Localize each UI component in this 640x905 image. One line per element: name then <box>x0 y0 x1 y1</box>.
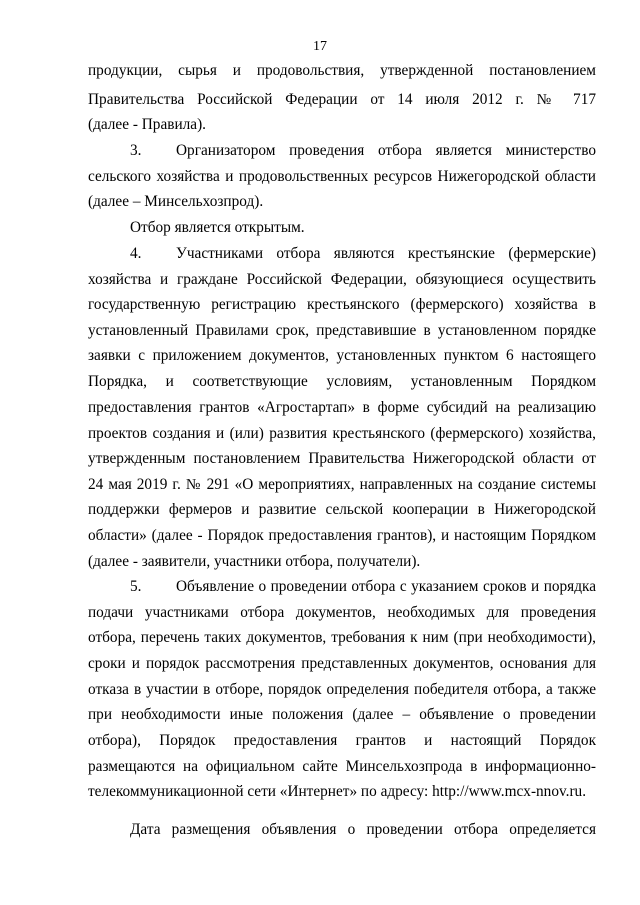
item-number: 4. <box>130 245 142 262</box>
text-line: хозяйства и граждане Российской Федерации, обязующиеся осуществить <box>88 271 596 288</box>
page-number: 17 <box>313 39 327 54</box>
text-line: отказа в участии в отборе, порядок определения победителя отбора, а также <box>88 681 596 698</box>
text-line: (далее - Правила). <box>88 116 206 133</box>
item-number: 5. <box>130 578 142 595</box>
text-line: продукции, сырья и продовольствия, утвержденной постановлением <box>88 62 596 79</box>
text-line: Порядка, и соответствующие условиям, установленным Порядком <box>88 373 596 390</box>
text-line: области» (далее - Порядок предоставления грантов), и настоящим Порядком <box>88 527 596 544</box>
text-line: сельского хозяйства и продовольственных ресурсов Нижегородской области <box>88 168 596 185</box>
text-line: утвержденным постановлением Правительства Нижегородской области от <box>88 450 596 467</box>
text-line: сроки и порядок рассмотрения представленных документов, основания для <box>88 655 596 672</box>
text-line: Объявление о проведении отбора с указанием сроков и порядка <box>176 578 596 595</box>
text-line: Участниками отбора являются крестьянские (фермерские) <box>176 245 596 262</box>
paragraph-item-3 <box>88 138 596 164</box>
text-line: Организатором проведения отбора является министерство <box>176 142 596 159</box>
text-line: Правительства Российской Федерации от 14 июля 2012 г. № 717 <box>88 91 596 108</box>
text-line: 24 мая 2019 г. № 291 «О мероприятиях, направленных на создание системы <box>88 476 596 493</box>
text-line: (далее - заявители, участники отбора, получатели). <box>88 553 421 570</box>
text-line: при необходимости иные положения (далее – объявление о проведении <box>88 706 596 723</box>
paragraph-item-5 <box>88 574 596 600</box>
text-line: (далее – Минсельхозпрод). <box>88 193 264 210</box>
text-line: Дата размещения объявления о проведении отбора определяется <box>130 821 596 838</box>
paragraph-item-4 <box>88 241 596 267</box>
item-number: 3. <box>130 142 142 159</box>
text-line: установленный Правилами срок, представившие в установленном порядке <box>88 322 596 339</box>
text-line: отбора), Порядок предоставления грантов и настоящий Порядок <box>88 732 596 749</box>
text-line: предоставления грантов «Агростартап» в форме субсидий на реализацию <box>88 399 596 416</box>
text-line: поддержки фермеров и развитие сельской кооперации в Нижегородской <box>88 501 596 518</box>
text-line: размещаются на официальном сайте Минсельхозпрода в информационно- <box>88 758 596 775</box>
text-line: заявки с приложением документов, установленных пунктом 6 настоящего <box>88 347 596 364</box>
text-line: Отбор является открытым. <box>130 219 305 236</box>
text-line: подачи участниками отбора документов, необходимых для проведения <box>88 604 596 621</box>
text-line: проектов создания и (или) развития крестьянского (фермерского) хозяйства, <box>88 425 596 442</box>
text-line: государственную регистрацию крестьянского (фермерского) хозяйства в <box>88 296 596 313</box>
text-line: отбора, перечень таких документов, требования к ним (при необходимости), <box>88 629 596 646</box>
text-line: телекоммуникационной сети «Интернет» по адресу: http://www.mcx-nnov.ru. <box>88 783 587 800</box>
